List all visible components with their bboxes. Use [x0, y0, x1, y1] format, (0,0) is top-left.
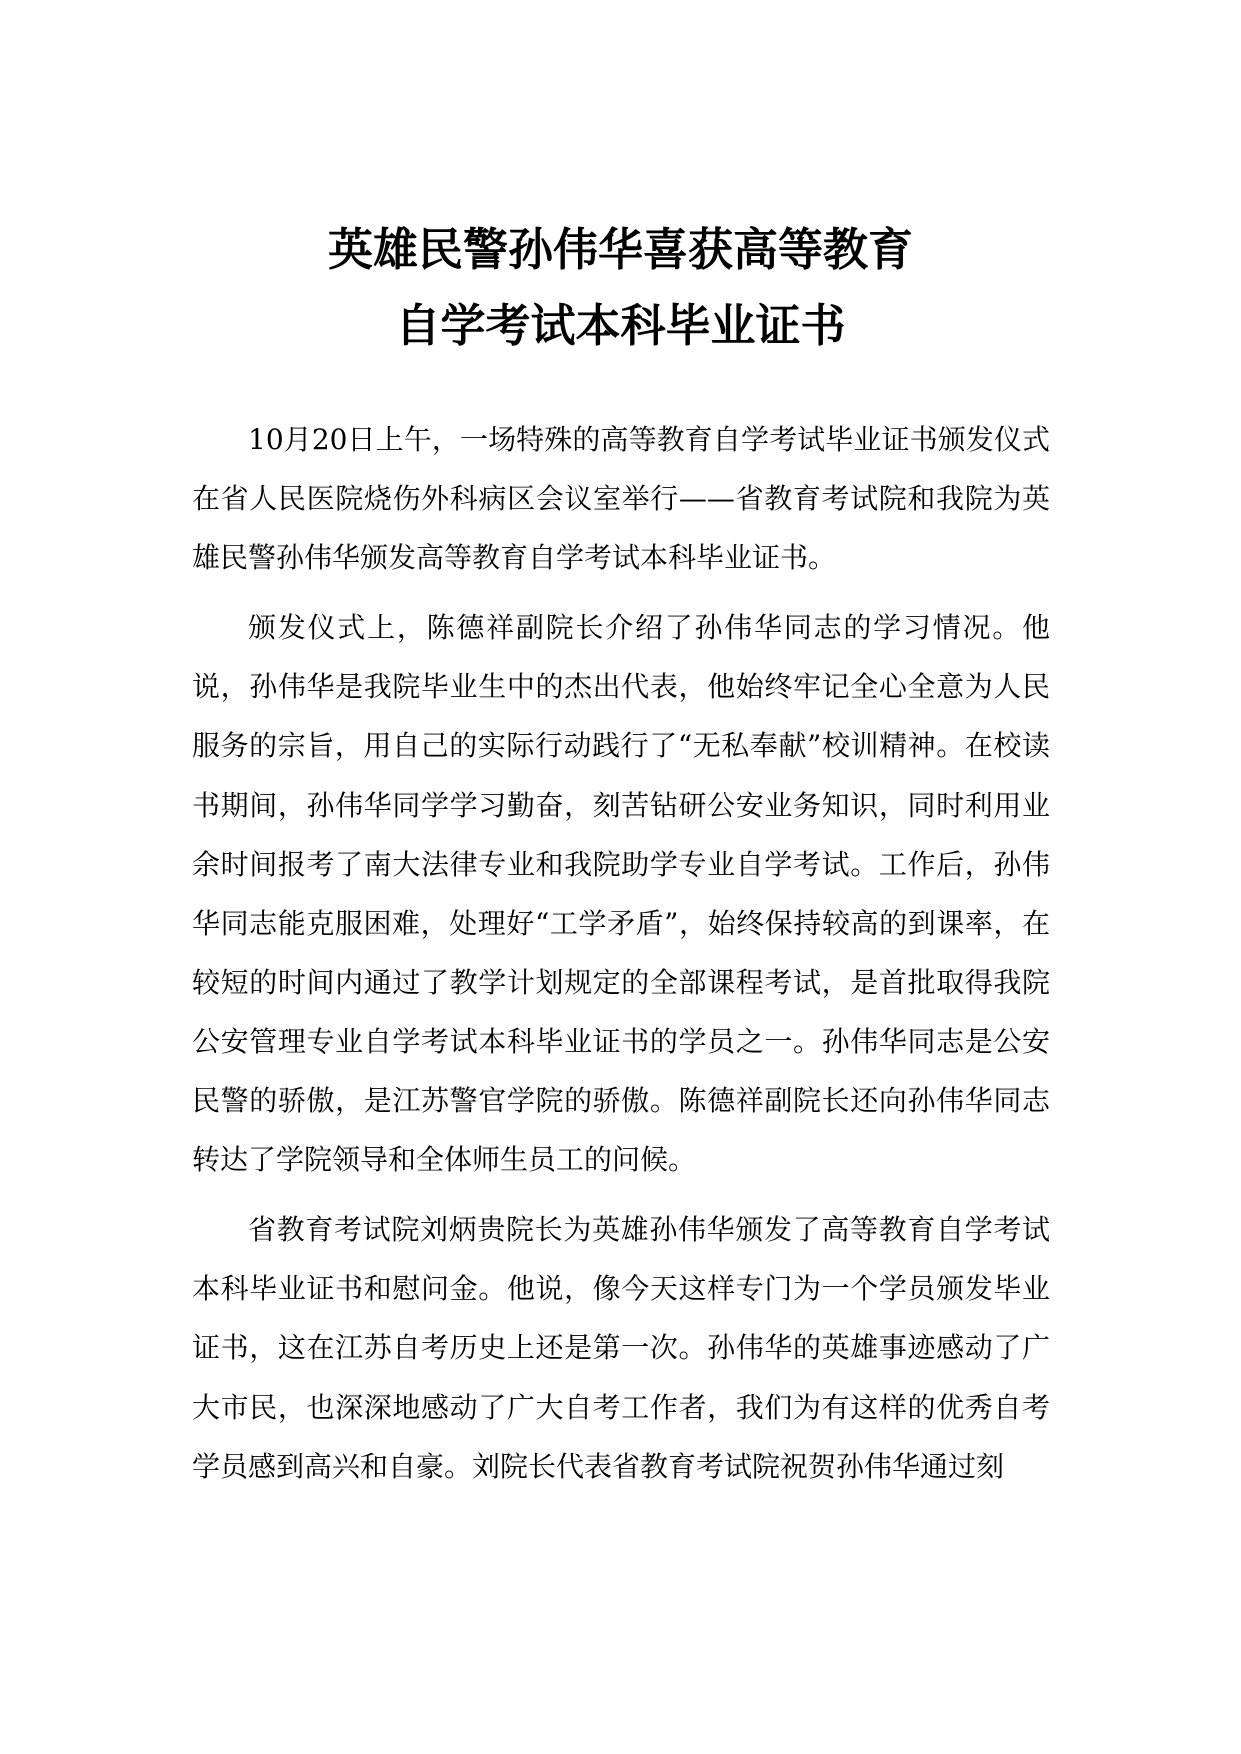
paragraph-3: 省教育考试院刘炳贵院长为英雄孙伟华颁发了高等教育自学考试本科毕业证书和慰问金。他说，像今天这样专门为一个学员颁发毕业证书，这在江苏自考历史上还是第一次。孙伟华的英雄事迹感动了广大市民，也深深地感动了广大自考工作者，我们为有这样的优秀自考学员感到高兴和自豪。刘院长代表省教育考试院祝贺孙伟华通过刻 [192, 1213, 1050, 1483]
document-body [192, 410, 1050, 1507]
paragraph-1: 10月20日上午，一场特殊的高等教育自学考试毕业证书颁发仪式在省人民医院烧伤外科病区会议室举行——省教育考试院和我院为英雄民警孙伟华颁发高等教育自学考试本科毕业证书。 [192, 423, 1050, 575]
document-title [120, 212, 1121, 364]
title-line-2: 自学考试本科毕业证书 [395, 299, 846, 352]
title-line-1: 英雄民警孙伟华喜获高等教育 [327, 223, 913, 276]
paragraph-2: 颁发仪式上，陈德祥副院长介绍了孙伟华同志的学习情况。他说，孙伟华是我院毕业生中的杰出代表，他始终牢记全心全意为人民服务的宗旨，用自己的实际行动践行了“无私奉献”校训精神。在校读书期间，孙伟华同学学习勤奋，刻苦钻研公安业务知识，同时利用业余时间报考了南大法律专业和我院助学专业自学考试。工作后，孙伟华同志能克服困难，处理好“工学矛盾”，始终保持较高的到课率，在较短的时间内通过了教学计划规定的全部课程考试，是首批取得我院公安管理专业自学考试本科毕业证书的学员之一。孙伟华同志是公安民警的骄傲，是江苏警官学院的骄傲。陈德祥副院长还向孙伟华同志转达了学院领导和全体师生员工的问候。 [192, 611, 1050, 1177]
